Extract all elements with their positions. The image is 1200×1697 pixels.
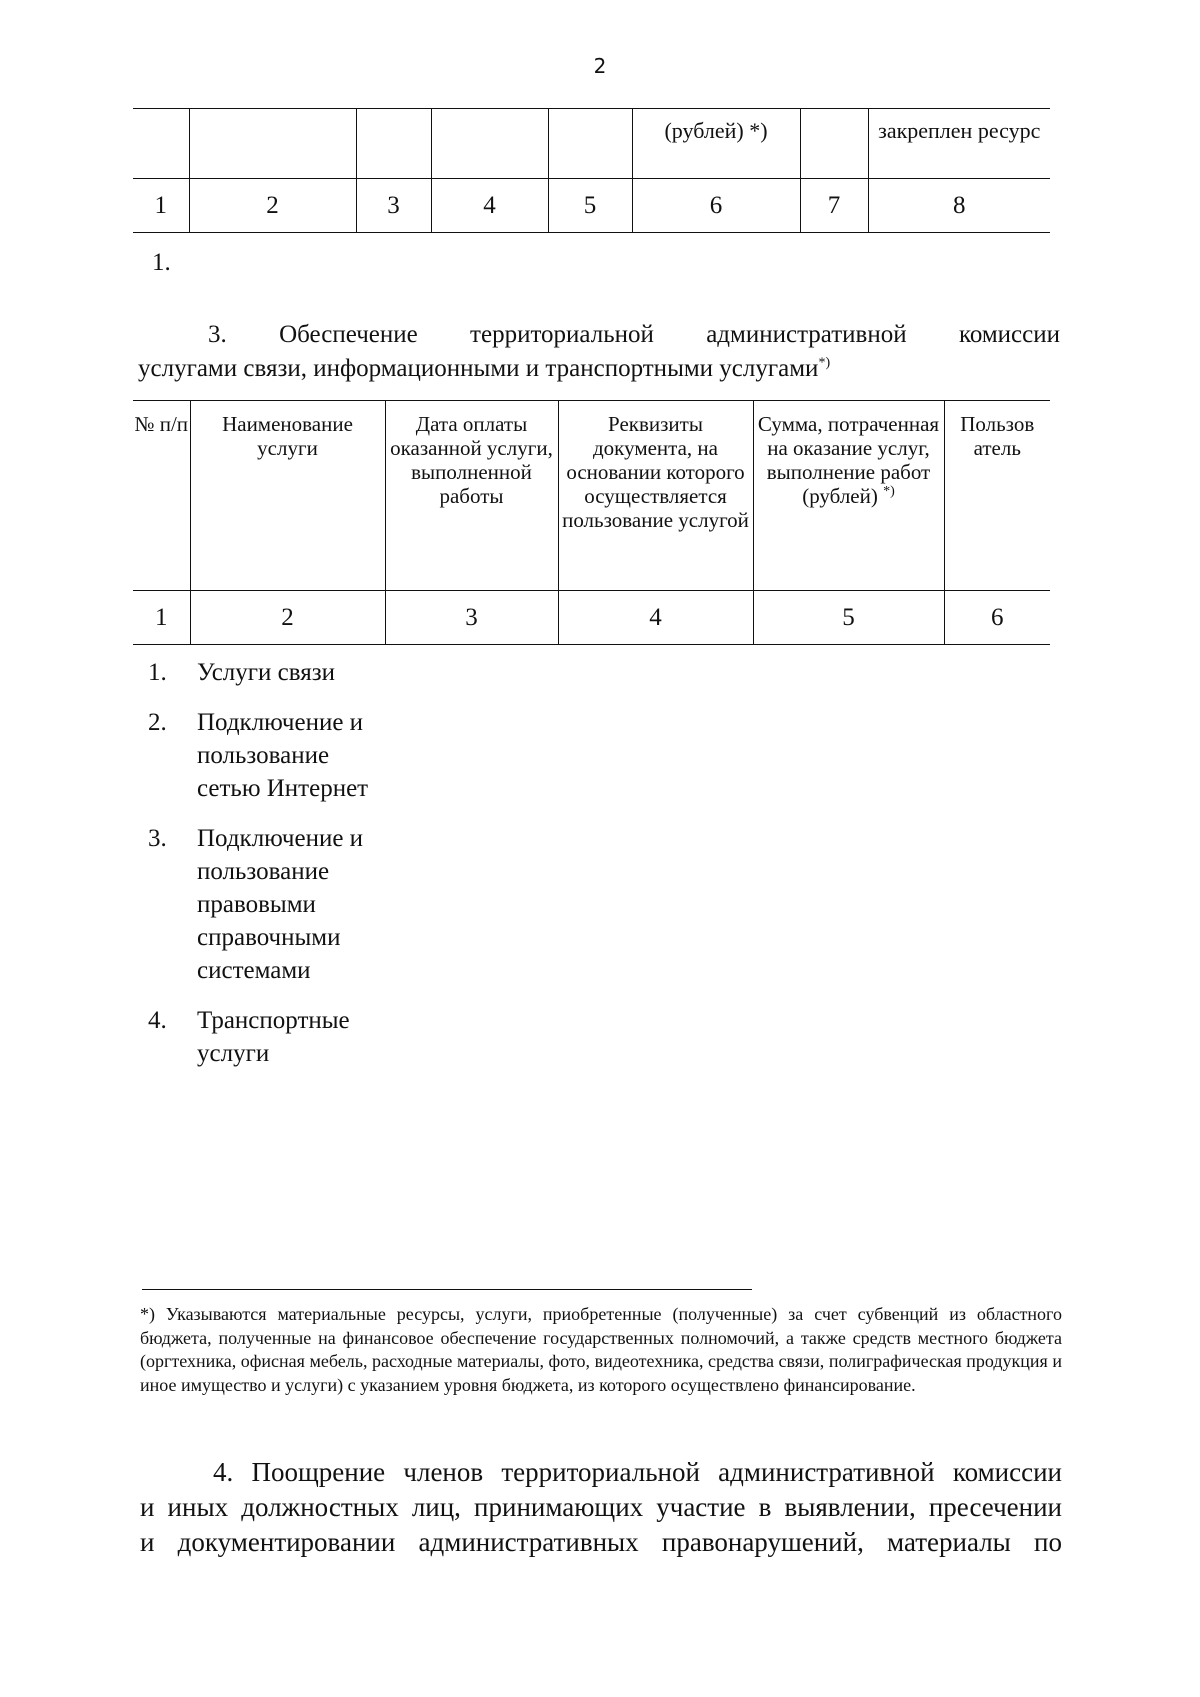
column-number: 5 — [753, 591, 944, 645]
header-cell — [356, 109, 431, 179]
list-item — [148, 706, 387, 805]
table1-row-label: 1. — [152, 249, 171, 276]
page-number: 2 — [593, 54, 607, 78]
column-number: 2 — [189, 179, 356, 233]
column-number: 1 — [133, 591, 190, 645]
column-number: 6 — [944, 591, 1050, 645]
column-number: 8 — [868, 179, 1050, 233]
header-cell — [133, 109, 189, 179]
footnote-mark: *) — [883, 484, 895, 499]
header-cell — [800, 109, 868, 179]
section-4-paragraph — [140, 1455, 1062, 1560]
services-table — [133, 400, 1050, 645]
list-item — [148, 1004, 387, 1070]
section-3-title-line1: 3. Обеспечение территориальной административной комиссии — [208, 321, 1060, 348]
header-cell-assigned-resource: закреплен ресурс — [868, 109, 1050, 179]
table-header-row — [133, 401, 1050, 591]
column-number: 3 — [356, 179, 431, 233]
list-item — [148, 656, 387, 689]
header-cell — [548, 109, 632, 179]
header-service-name: Наименование услуги — [190, 401, 385, 591]
column-number: 2 — [190, 591, 385, 645]
section-3-title-line2: услугами связи, информационными и транспортными услугами — [138, 355, 819, 382]
header-cell-rubles: (рублей) *) — [632, 109, 800, 179]
services-list — [148, 656, 387, 1087]
header-payment-date: Дата оплаты оказанной услуги, выполненной работы — [385, 401, 558, 591]
item-name: Подключение и пользование правовыми справочными системами — [197, 825, 364, 984]
column-number-row — [133, 591, 1050, 645]
header-amount-text: Сумма, потраченная на оказание услуг, выполнение работ (рублей) — [757, 412, 940, 508]
header-cell — [189, 109, 356, 179]
header-document-details: Реквизиты документа, на основании которого осуществляется пользование услугой — [558, 401, 753, 591]
header-cell — [431, 109, 548, 179]
column-number: 4 — [558, 591, 753, 645]
header-user: Пользов атель — [944, 401, 1050, 591]
footnote-mark: *) — [818, 355, 831, 371]
list-item — [148, 822, 387, 987]
table-header-row — [133, 109, 1050, 179]
footnote-divider — [142, 1289, 752, 1290]
footnote-text: *) Указываются материальные ресурсы, услуги, приобретенные (полученные) за счет субвенций из областного бюджета, полученные на финансовое обеспечение государственных полномочий, а также средств местного бюджета (оргтехника, офисная мебель, расходные материалы, фото, видеотехника, средства связи, полиграфическая продукция и иное имущество и услуги) с указанием уровня бюджета, из которого осуществлено финансирование. — [140, 1304, 1062, 1395]
column-number: 5 — [548, 179, 632, 233]
section-4-line1: 4. Поощрение членов территориальной административной комиссии — [213, 1457, 1062, 1487]
section-4-line2: и иных должностных лиц, принимающих участие в выявлении, пресечении — [140, 1492, 1062, 1522]
item-number: 3. — [148, 825, 167, 852]
item-name: Подключение и пользование сетью Интернет — [197, 709, 369, 802]
header-amount — [753, 401, 944, 591]
item-name: Транспортные услуги — [197, 1007, 350, 1067]
item-number: 2. — [148, 709, 167, 736]
item-name: Услуги связи — [197, 659, 335, 686]
item-number: 4. — [148, 1007, 167, 1034]
section-3-title — [138, 318, 1060, 386]
column-number: 1 — [133, 179, 189, 233]
header-number: № п/п — [133, 401, 190, 591]
column-number-row — [133, 179, 1050, 233]
resources-table-fragment — [133, 108, 1050, 233]
column-number: 6 — [632, 179, 800, 233]
column-number: 7 — [800, 179, 868, 233]
column-number: 3 — [385, 591, 558, 645]
item-number: 1. — [148, 659, 167, 686]
column-number: 4 — [431, 179, 548, 233]
section-4-line3: и документировании административных правонарушений, материалы по — [140, 1527, 1062, 1557]
